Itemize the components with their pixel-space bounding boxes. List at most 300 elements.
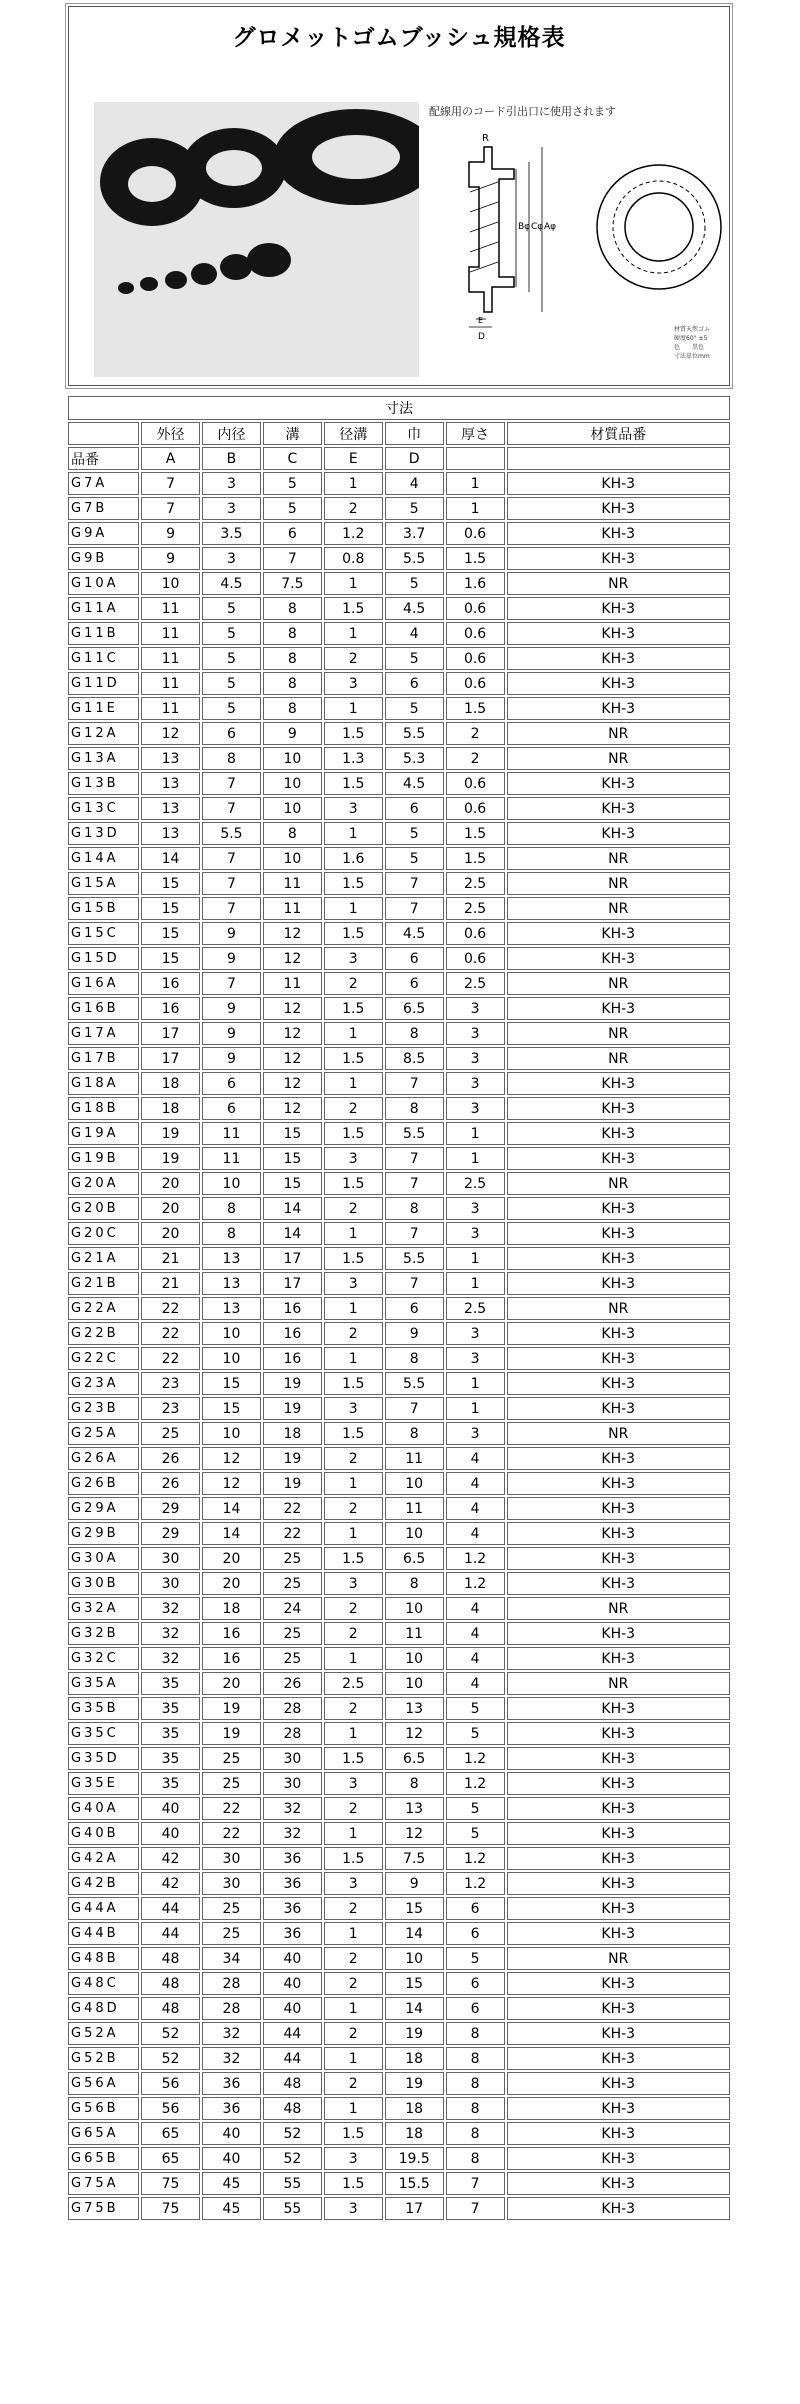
part-number-cell: G52A xyxy=(68,2022,139,2045)
part-number-cell: G29A xyxy=(68,1497,139,1520)
subheader-cell xyxy=(507,447,730,470)
table-row xyxy=(68,1772,730,1795)
value-cell: KH-3 xyxy=(507,2197,730,2220)
value-cell: 6 xyxy=(202,1072,261,1095)
value-cell: 1.2 xyxy=(446,1872,505,1895)
value-cell: 44 xyxy=(141,1922,200,1945)
part-number-cell: G14A xyxy=(68,847,139,870)
value-cell: 3 xyxy=(324,797,383,820)
value-cell: 5 xyxy=(202,672,261,695)
part-number-cell: G9A xyxy=(68,522,139,545)
value-cell: 3 xyxy=(446,1197,505,1220)
table-row xyxy=(68,1122,730,1145)
value-cell: 18 xyxy=(141,1097,200,1120)
part-number-cell: G7B xyxy=(68,497,139,520)
value-cell: 40 xyxy=(263,1947,322,1970)
value-cell: 4 xyxy=(446,1447,505,1470)
value-cell: 36 xyxy=(202,2072,261,2095)
value-cell: 1 xyxy=(324,1997,383,2020)
table-row xyxy=(68,2122,730,2145)
spec-sheet xyxy=(68,6,730,2222)
part-number-cell: G40B xyxy=(68,1822,139,1845)
value-cell: 10 xyxy=(141,572,200,595)
value-cell: 20 xyxy=(141,1197,200,1220)
value-cell: KH-3 xyxy=(507,1872,730,1895)
value-cell: KH-3 xyxy=(507,2122,730,2145)
table-row xyxy=(68,1847,730,1870)
value-cell: KH-3 xyxy=(507,1747,730,1770)
value-cell: 2 xyxy=(324,1622,383,1645)
value-cell: 1.2 xyxy=(324,522,383,545)
part-number-cell: G11E xyxy=(68,697,139,720)
part-number-cell: G30B xyxy=(68,1572,139,1595)
table-row xyxy=(68,747,730,770)
table-row xyxy=(68,1547,730,1570)
header-cell: 厚さ xyxy=(446,422,505,445)
value-cell: 9 xyxy=(385,1872,444,1895)
value-cell: 35 xyxy=(141,1772,200,1795)
value-cell: 13 xyxy=(202,1247,261,1270)
value-cell: 40 xyxy=(141,1797,200,1820)
value-cell: 1 xyxy=(324,1922,383,1945)
value-cell: 7 xyxy=(202,972,261,995)
value-cell: 48 xyxy=(141,1972,200,1995)
value-cell: KH-3 xyxy=(507,1647,730,1670)
value-cell: 11 xyxy=(263,897,322,920)
table-row xyxy=(68,1322,730,1345)
header-cell: 巾 xyxy=(385,422,444,445)
value-cell: 10 xyxy=(202,1422,261,1445)
value-cell: KH-3 xyxy=(507,947,730,970)
value-cell: 14 xyxy=(263,1222,322,1245)
value-cell: NR xyxy=(507,572,730,595)
value-cell: KH-3 xyxy=(507,597,730,620)
value-cell: 48 xyxy=(263,2097,322,2120)
value-cell: 11 xyxy=(263,872,322,895)
value-cell: 3 xyxy=(202,547,261,570)
table-row xyxy=(68,847,730,870)
value-cell: 48 xyxy=(141,1997,200,2020)
value-cell: 15 xyxy=(263,1147,322,1170)
value-cell: 3 xyxy=(324,2197,383,2220)
part-number-cell: G19B xyxy=(68,1147,139,1170)
value-cell: 9 xyxy=(141,522,200,545)
value-cell: NR xyxy=(507,897,730,920)
part-number-cell: G20B xyxy=(68,1197,139,1220)
value-cell: 22 xyxy=(263,1497,322,1520)
value-cell: 1 xyxy=(324,1522,383,1545)
value-cell: 8 xyxy=(263,597,322,620)
part-number-cell: G35A xyxy=(68,1672,139,1695)
value-cell: 1.5 xyxy=(324,872,383,895)
value-cell: 6 xyxy=(446,1972,505,1995)
table-row xyxy=(68,1672,730,1695)
value-cell: KH-3 xyxy=(507,1922,730,1945)
value-cell: 10 xyxy=(263,772,322,795)
table-row xyxy=(68,472,730,495)
value-cell: 1 xyxy=(324,572,383,595)
value-cell: 9 xyxy=(202,922,261,945)
value-cell: 1 xyxy=(446,472,505,495)
value-cell: KH-3 xyxy=(507,1272,730,1295)
value-cell: KH-3 xyxy=(507,1497,730,1520)
table-row xyxy=(68,672,730,695)
part-number-cell: G18B xyxy=(68,1097,139,1120)
value-cell: 10 xyxy=(385,1672,444,1695)
value-cell: 26 xyxy=(141,1447,200,1470)
table-row xyxy=(68,822,730,845)
label-e: E xyxy=(478,316,484,325)
grommet-photo xyxy=(94,102,419,377)
value-cell: NR xyxy=(507,1422,730,1445)
value-cell: NR xyxy=(507,1672,730,1695)
value-cell: 20 xyxy=(202,1672,261,1695)
value-cell: KH-3 xyxy=(507,1772,730,1795)
table-row xyxy=(68,1747,730,1770)
value-cell: 12 xyxy=(263,997,322,1020)
value-cell: NR xyxy=(507,872,730,895)
value-cell: 7 xyxy=(385,1147,444,1170)
value-cell: 30 xyxy=(141,1547,200,1570)
value-cell: 0.6 xyxy=(446,947,505,970)
value-cell: 16 xyxy=(202,1622,261,1645)
value-cell: 2 xyxy=(324,2022,383,2045)
table-row xyxy=(68,1047,730,1070)
value-cell: KH-3 xyxy=(507,1247,730,1270)
table-row xyxy=(68,1247,730,1270)
value-cell: 15 xyxy=(141,947,200,970)
value-cell: 5.5 xyxy=(385,1247,444,1270)
value-cell: 25 xyxy=(202,1897,261,1920)
value-cell: 1.5 xyxy=(324,2122,383,2145)
table-row xyxy=(68,1922,730,1945)
table-row xyxy=(68,1422,730,1445)
value-cell: 15 xyxy=(263,1172,322,1195)
caption-row xyxy=(68,396,730,420)
table-row xyxy=(68,1172,730,1195)
value-cell: 6.5 xyxy=(385,997,444,1020)
table-row xyxy=(68,2097,730,2120)
value-cell: KH-3 xyxy=(507,1122,730,1145)
value-cell: 2 xyxy=(324,1947,383,1970)
value-cell: 14 xyxy=(202,1522,261,1545)
value-cell: 26 xyxy=(263,1672,322,1695)
value-cell: 55 xyxy=(263,2197,322,2220)
value-cell: 7 xyxy=(202,897,261,920)
value-cell: KH-3 xyxy=(507,1097,730,1120)
label-c: Cφ xyxy=(531,222,544,232)
value-cell: 1 xyxy=(324,2047,383,2070)
value-cell: KH-3 xyxy=(507,997,730,1020)
value-cell: 32 xyxy=(141,1622,200,1645)
value-cell: 21 xyxy=(141,1247,200,1270)
value-cell: 18 xyxy=(385,2047,444,2070)
value-cell: 22 xyxy=(202,1822,261,1845)
value-cell: 5 xyxy=(446,1722,505,1745)
value-cell: 8 xyxy=(446,2022,505,2045)
value-cell: KH-3 xyxy=(507,2047,730,2070)
value-cell: 7 xyxy=(263,547,322,570)
label-d: D xyxy=(478,332,485,342)
value-cell: 17 xyxy=(141,1022,200,1045)
header-cell: 内径 xyxy=(202,422,261,445)
value-cell: 7 xyxy=(141,497,200,520)
value-cell: 2 xyxy=(324,1897,383,1920)
value-cell: 15 xyxy=(141,897,200,920)
part-number-cell: G18A xyxy=(68,1072,139,1095)
value-cell: 1.5 xyxy=(324,2172,383,2195)
value-cell: 40 xyxy=(263,1972,322,1995)
value-cell: 20 xyxy=(141,1172,200,1195)
part-number-cell: G21B xyxy=(68,1272,139,1295)
table-row xyxy=(68,797,730,820)
value-cell: 2 xyxy=(324,647,383,670)
value-cell: 48 xyxy=(141,1947,200,1970)
table-row xyxy=(68,1147,730,1170)
value-cell: 19.5 xyxy=(385,2147,444,2170)
value-cell: 14 xyxy=(263,1197,322,1220)
table-row xyxy=(68,1872,730,1895)
value-cell: 13 xyxy=(385,1797,444,1820)
value-cell: 1 xyxy=(446,1147,505,1170)
value-cell: 6 xyxy=(446,1997,505,2020)
value-cell: 1 xyxy=(324,897,383,920)
part-number-cell: G48D xyxy=(68,1997,139,2020)
value-cell: 3.5 xyxy=(202,522,261,545)
value-cell: 52 xyxy=(263,2122,322,2145)
value-cell: 15 xyxy=(263,1122,322,1145)
value-cell: KH-3 xyxy=(507,1147,730,1170)
value-cell: 3 xyxy=(446,1022,505,1045)
table-row xyxy=(68,1472,730,1495)
value-cell: 8.5 xyxy=(385,1047,444,1070)
value-cell: 35 xyxy=(141,1672,200,1695)
header-cell xyxy=(68,422,139,445)
value-cell: 10 xyxy=(385,1597,444,1620)
table-row xyxy=(68,2197,730,2220)
material-spec xyxy=(674,325,710,361)
part-number-cell: G13B xyxy=(68,772,139,795)
value-cell: 20 xyxy=(202,1572,261,1595)
value-cell: 12 xyxy=(385,1822,444,1845)
value-cell: 32 xyxy=(202,2022,261,2045)
value-cell: 3 xyxy=(446,1422,505,1445)
part-number-cell: G13D xyxy=(68,822,139,845)
value-cell: KH-3 xyxy=(507,1822,730,1845)
value-cell: 4 xyxy=(446,1622,505,1645)
value-cell: 5 xyxy=(385,497,444,520)
value-cell: KH-3 xyxy=(507,672,730,695)
part-number-cell: G29B xyxy=(68,1522,139,1545)
value-cell: 18 xyxy=(385,2122,444,2145)
value-cell: 17 xyxy=(263,1247,322,1270)
value-cell: 2 xyxy=(324,1697,383,1720)
table-row xyxy=(68,1222,730,1245)
part-number-cell: G17A xyxy=(68,1022,139,1045)
part-number-cell: G52B xyxy=(68,2047,139,2070)
table-row xyxy=(68,2022,730,2045)
value-cell: 2 xyxy=(324,1447,383,1470)
value-cell: 8 xyxy=(385,1422,444,1445)
spec-material: 材質天然ゴム xyxy=(674,326,711,333)
value-cell: 18 xyxy=(385,2097,444,2120)
value-cell: 6 xyxy=(202,1097,261,1120)
value-cell: KH-3 xyxy=(507,1347,730,1370)
table-row xyxy=(68,1372,730,1395)
header-cell: 溝 xyxy=(263,422,322,445)
value-cell: KH-3 xyxy=(507,1472,730,1495)
value-cell: 17 xyxy=(263,1272,322,1295)
part-number-cell: G12A xyxy=(68,722,139,745)
value-cell: 11 xyxy=(141,647,200,670)
value-cell: 40 xyxy=(263,1997,322,2020)
table-row xyxy=(68,1497,730,1520)
value-cell: KH-3 xyxy=(507,1622,730,1645)
table-row xyxy=(68,1822,730,1845)
value-cell: 11 xyxy=(263,972,322,995)
value-cell: 45 xyxy=(202,2197,261,2220)
table-row xyxy=(68,697,730,720)
value-cell: 3 xyxy=(446,1047,505,1070)
value-cell: 2 xyxy=(324,1972,383,1995)
value-cell: 25 xyxy=(202,1747,261,1770)
value-cell: 10 xyxy=(202,1322,261,1345)
value-cell: 3 xyxy=(324,1147,383,1170)
value-cell: 4 xyxy=(446,1672,505,1695)
table-row xyxy=(68,722,730,745)
header-cell: 外径 xyxy=(141,422,200,445)
value-cell: 10 xyxy=(385,1522,444,1545)
value-cell: NR xyxy=(507,1172,730,1195)
label-b: Bφ xyxy=(518,222,531,232)
value-cell: KH-3 xyxy=(507,1447,730,1470)
page-title: グロメットゴムブッシュ規格表 xyxy=(232,25,566,51)
value-cell: 18 xyxy=(202,1597,261,1620)
value-cell: 19 xyxy=(202,1697,261,1720)
value-cell: 9 xyxy=(202,1022,261,1045)
value-cell: 7 xyxy=(202,772,261,795)
value-cell: 5 xyxy=(446,1797,505,1820)
value-cell: 5.5 xyxy=(385,1122,444,1145)
value-cell: 3 xyxy=(324,1397,383,1420)
value-cell: 3 xyxy=(446,997,505,1020)
header-panel xyxy=(68,6,730,386)
value-cell: 15 xyxy=(202,1372,261,1395)
value-cell: 11 xyxy=(141,697,200,720)
table-row xyxy=(68,1697,730,1720)
value-cell: 3 xyxy=(324,1772,383,1795)
value-cell: 40 xyxy=(202,2122,261,2145)
value-cell: KH-3 xyxy=(507,622,730,645)
value-cell: 16 xyxy=(263,1322,322,1345)
value-cell: 30 xyxy=(202,1847,261,1870)
value-cell: 2 xyxy=(324,2072,383,2095)
value-cell: 3 xyxy=(324,1572,383,1595)
value-cell: 10 xyxy=(385,1947,444,1970)
part-number-cell: G26A xyxy=(68,1447,139,1470)
grommet-photo-icon xyxy=(94,102,419,377)
table-row xyxy=(68,772,730,795)
value-cell: NR xyxy=(507,847,730,870)
value-cell: 14 xyxy=(141,847,200,870)
value-cell: 52 xyxy=(141,2022,200,2045)
value-cell: 7.5 xyxy=(385,1847,444,1870)
table-row xyxy=(68,2172,730,2195)
part-number-cell: G35E xyxy=(68,1772,139,1795)
part-number-cell: G16B xyxy=(68,997,139,1020)
table-row xyxy=(68,1572,730,1595)
value-cell: 13 xyxy=(141,772,200,795)
value-cell: NR xyxy=(507,1022,730,1045)
value-cell: 11 xyxy=(202,1147,261,1170)
value-cell: 14 xyxy=(202,1497,261,1520)
table-row xyxy=(68,572,730,595)
value-cell: 19 xyxy=(263,1372,322,1395)
value-cell: 23 xyxy=(141,1372,200,1395)
value-cell: 1.5 xyxy=(324,1372,383,1395)
value-cell: NR xyxy=(507,1047,730,1070)
value-cell: 5 xyxy=(385,697,444,720)
value-cell: 5 xyxy=(202,597,261,620)
value-cell: 56 xyxy=(141,2097,200,2120)
value-cell: KH-3 xyxy=(507,1722,730,1745)
value-cell: KH-3 xyxy=(507,2172,730,2195)
value-cell: 36 xyxy=(263,1872,322,1895)
value-cell: 6.5 xyxy=(385,1747,444,1770)
value-cell: 8 xyxy=(202,747,261,770)
value-cell: 8 xyxy=(385,1572,444,1595)
value-cell: 5 xyxy=(385,647,444,670)
value-cell: 10 xyxy=(202,1172,261,1195)
value-cell: KH-3 xyxy=(507,697,730,720)
value-cell: 16 xyxy=(141,997,200,1020)
part-number-cell: G11C xyxy=(68,647,139,670)
value-cell: 28 xyxy=(263,1722,322,1745)
value-cell: 7 xyxy=(385,1397,444,1420)
value-cell: 8 xyxy=(385,1347,444,1370)
value-cell: 1.5 xyxy=(324,1547,383,1570)
value-cell: 13 xyxy=(202,1297,261,1320)
table-row xyxy=(68,2047,730,2070)
value-cell: 0.6 xyxy=(446,922,505,945)
value-cell: 11 xyxy=(141,622,200,645)
value-cell: KH-3 xyxy=(507,1897,730,1920)
subheader-cell xyxy=(446,447,505,470)
label-r: R xyxy=(482,133,489,144)
value-cell: 4.5 xyxy=(385,772,444,795)
table-row xyxy=(68,872,730,895)
value-cell: 1.5 xyxy=(324,722,383,745)
value-cell: 8 xyxy=(263,697,322,720)
value-cell: KH-3 xyxy=(507,2072,730,2095)
value-cell: 0.6 xyxy=(446,522,505,545)
value-cell: 32 xyxy=(141,1597,200,1620)
part-number-cell: G16A xyxy=(68,972,139,995)
part-number-cell: G25A xyxy=(68,1422,139,1445)
table-row xyxy=(68,1272,730,1295)
value-cell: 4 xyxy=(446,1597,505,1620)
part-number-cell: G11A xyxy=(68,597,139,620)
value-cell: 10 xyxy=(202,1347,261,1370)
part-number-cell: G48B xyxy=(68,1947,139,1970)
value-cell: 1.2 xyxy=(446,1547,505,1570)
value-cell: 8 xyxy=(385,1097,444,1120)
part-number-cell: G19A xyxy=(68,1122,139,1145)
value-cell: KH-3 xyxy=(507,1397,730,1420)
value-cell: 7 xyxy=(385,872,444,895)
value-cell: 30 xyxy=(263,1772,322,1795)
value-cell: KH-3 xyxy=(507,772,730,795)
